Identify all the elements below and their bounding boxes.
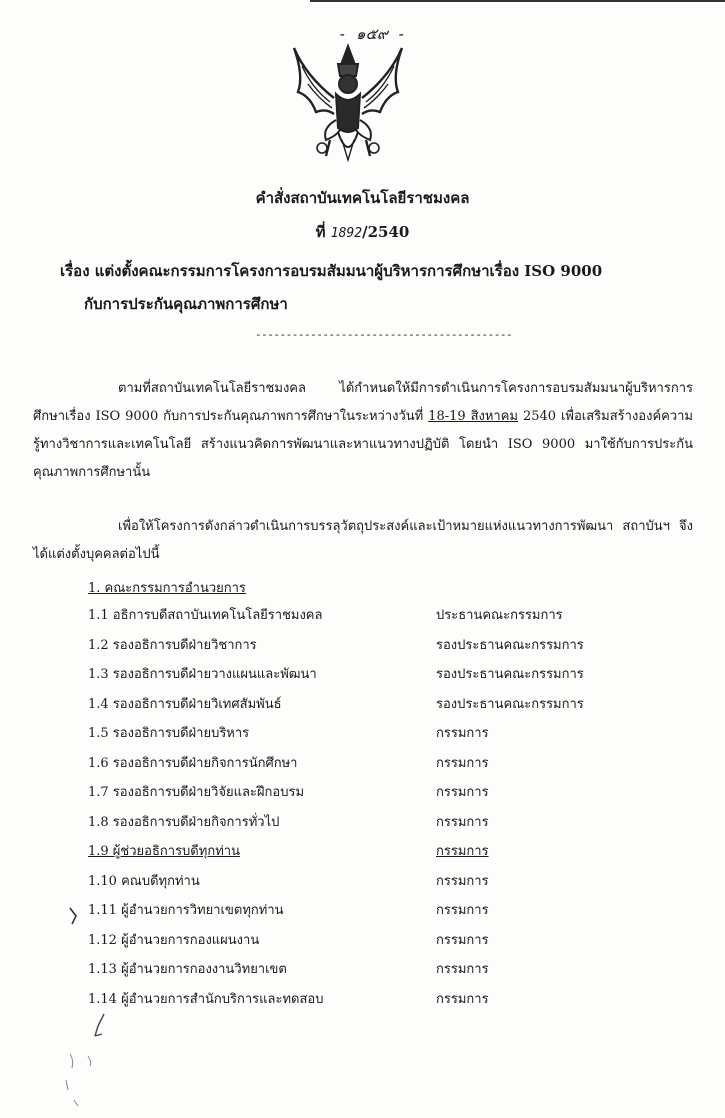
member-name: 1.4 รองอธิการบดีฝ่ายวิเทศสัมพันธ์ (88, 696, 282, 712)
member-name: 1.9 ผู้ช่วยอธิการบดีทุกท่าน (88, 844, 240, 859)
member-row (88, 663, 648, 693)
member-row (88, 604, 648, 634)
member-name: 1.2 รองอธิการบดีฝ่ายวิชาการ (88, 637, 257, 653)
member-role: กรรมการ (436, 726, 489, 741)
page-number: - ๑๕๙ - (338, 25, 406, 43)
member-name: 1.11 ผู้อำนวยการวิทยาเขตทุกท่าน (88, 903, 284, 918)
paragraph-1 (33, 375, 693, 487)
member-role: กรรมการ (436, 814, 489, 830)
member-row (88, 840, 648, 870)
member-role: รองประธานคณะกรรมการ (436, 667, 584, 682)
handwritten-pen-mark (92, 1012, 108, 1038)
paragraph-2-text: เพื่อให้โครงการดังกล่าวดำเนินการบรรลุวัตถุประสงค์และเป้าหมายแห่งแนวทางการพัฒนา สถาบันฯ จึงได้แต่งตั้งบุคคลต่อไปนี้ (33, 519, 693, 562)
member-row (88, 899, 648, 929)
subject-line-2: กับการประกันคุณภาพการศึกษา (84, 295, 288, 313)
member-name: 1.3 รองอธิการบดีฝ่ายวางแผนและพัฒนา (88, 667, 317, 682)
paragraph-1-text-a: ตามที่สถาบันเทคโนโลยีราชมงคล ได้กำหนดให้มีการดำเนินการโครงการอบรมสัมมนาผู้บริหารการศึกษาเรื่อง ISO 9000 กับการประกันคุณภาพการศึกษาในระหว่างวันที่ (33, 381, 693, 424)
paragraph-1-text-b: 2540 เพื่อเสริมสร้างองค์ความรู้ทางวิชาการและเทคโนโลยี สร้างแนวคิดการพัฒนาและหาแนวทางปฏิบัติ โดยนำ ISO 9000 มาใช้กับการประกันคุณภาพการศึกษานั้น (33, 409, 694, 480)
garuda-emblem-icon (286, 36, 410, 164)
section-divider: ------------------------------------------ (255, 328, 513, 341)
handwritten-tick-mark (68, 906, 82, 926)
member-role: กรรมการ (436, 932, 489, 948)
top-border-line (310, 0, 725, 2)
member-name: 1.1 อธิการบดีสถาบันเทคโนโลยีราชมงคล (88, 608, 323, 623)
subject-line-1: เรื่อง แต่งตั้งคณะกรรมการโครงการอบรมสัมมนาผู้บริหารการศึกษาเรื่อง ISO 9000 (60, 262, 603, 280)
member-row (88, 752, 648, 782)
member-name: 1.13 ผู้อำนวยการกองงานวิทยาเขต (88, 962, 287, 977)
order-number: 1892 (330, 226, 363, 241)
member-role: รองประธานคณะกรรมการ (436, 696, 584, 712)
member-row (88, 722, 648, 752)
member-row (88, 634, 648, 664)
member-name: 1.5 รองอธิการบดีฝ่ายบริหาร (88, 726, 250, 741)
member-name: 1.6 รองอธิการบดีฝ่ายกิจการนักศึกษา (88, 755, 298, 771)
member-role: กรรมการ (436, 873, 489, 889)
member-name: 1.10 คณบดีทุกท่าน (88, 873, 200, 889)
member-row (88, 988, 648, 1018)
member-role: กรรมการ (436, 962, 489, 977)
member-row (88, 693, 648, 723)
member-name: 1.8 รองอธิการบดีฝ่ายกิจการทั่วไป (88, 814, 280, 830)
member-row (88, 781, 648, 811)
member-row (88, 870, 648, 900)
member-role: รองประธานคณะกรรมการ (436, 637, 584, 653)
paragraph-1-date: 18-19 สิงหาคม (428, 409, 519, 424)
order-prefix: ที่ (315, 223, 326, 241)
scan-stray-marks (60, 1050, 100, 1110)
member-role: กรรมการ (436, 844, 489, 859)
document-title: คำสั่งสถาบันเทคโนโลยีราชมงคล (255, 189, 470, 207)
member-role: กรรมการ (436, 785, 489, 800)
committee-member-list (88, 604, 648, 1017)
subject-block (60, 255, 700, 321)
member-role: กรรมการ (436, 755, 489, 771)
member-name: 1.7 รองอธิการบดีฝ่ายวิจัยและฝึกอบรม (88, 785, 305, 800)
order-year: /2540 (362, 223, 410, 241)
member-role: กรรมการ (436, 903, 489, 918)
member-name: 1.14 ผู้อำนวยการสำนักบริการและทดสอบ (88, 991, 324, 1007)
order-number-line (0, 220, 725, 244)
member-row (88, 929, 648, 959)
member-role: กรรมการ (436, 991, 489, 1007)
member-row (88, 811, 648, 841)
member-role: ประธานคณะกรรมการ (436, 608, 563, 623)
committee-heading: 1. คณะกรรมการอำนวยการ (88, 581, 246, 596)
member-name: 1.12 ผู้อำนวยการกองแผนงาน (88, 932, 260, 948)
paragraph-2 (33, 513, 693, 569)
member-row (88, 958, 648, 988)
